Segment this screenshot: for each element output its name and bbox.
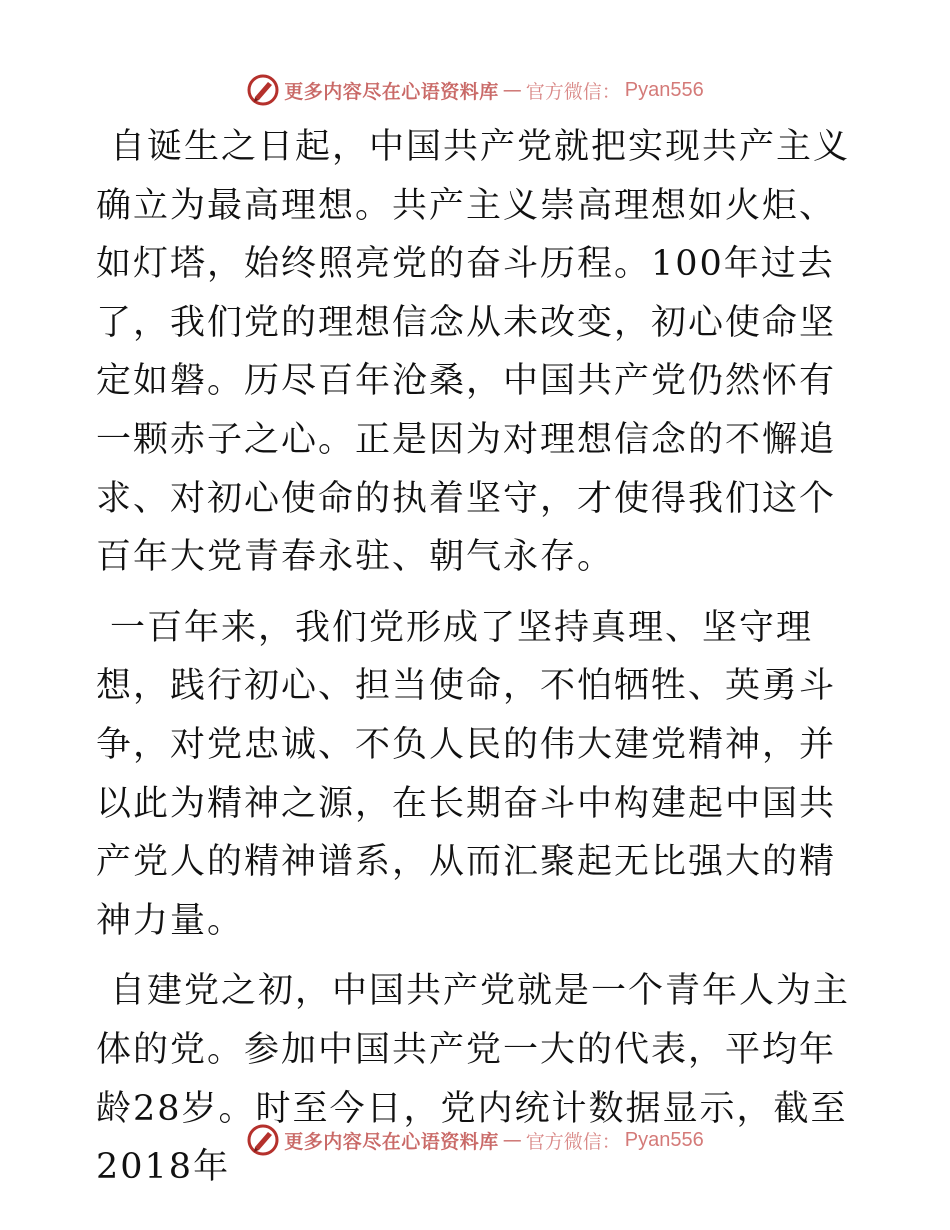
paragraph-3: 自建党之初，中国共产党就是一个青年人为主体的党。参加中国共产党一大的代表，平均年龄28岁。时至今日，党内统计数据显示，截至2018年	[96, 971, 851, 1188]
watermark-dash: —	[502, 79, 522, 101]
watermark-main-text: 更多内容尽在心语资料库	[284, 1130, 499, 1153]
pen-logo-icon	[246, 73, 280, 107]
watermark-official-label: 官方微信：	[525, 1130, 621, 1153]
footer-watermark	[0, 1120, 950, 1160]
paragraph-2: 一百年来，我们党形成了坚持真理、坚守理想，践行初心、担当使命，不怕牺牲、英勇斗争，对党忠诚、不负人民的伟大建党精神，并以此为精神之源，在长期奋斗中构建起中国共产党人的精神谱系，从而汇聚起无比强大的精神力量。	[96, 607, 837, 941]
watermark-main-text: 更多内容尽在心语资料库	[284, 80, 499, 103]
pen-logo-icon	[246, 1123, 280, 1157]
watermark-account-id: Pyan556	[624, 1128, 704, 1151]
document-body	[96, 118, 856, 1209]
paragraph-1: 自诞生之日起，中国共产党就把实现共产主义确立为最高理想。共产主义崇高理想如火炬、如灯塔，始终照亮党的奋斗历程。100年过去了，我们党的理想信念从未改变，初心使命坚定如磐。历尽百年沧桑，中国共产党仍然怀有一颗赤子之心。正是因为对理想信念的不懈追求、对初心使命的执着坚守，才使得我们这个百年大党青春永驻、朝气永存。	[96, 127, 851, 578]
watermark-dash: —	[502, 1129, 522, 1151]
watermark-account-id: Pyan556	[624, 78, 704, 101]
header-watermark	[0, 70, 950, 110]
watermark-official-label: 官方微信：	[525, 80, 621, 103]
